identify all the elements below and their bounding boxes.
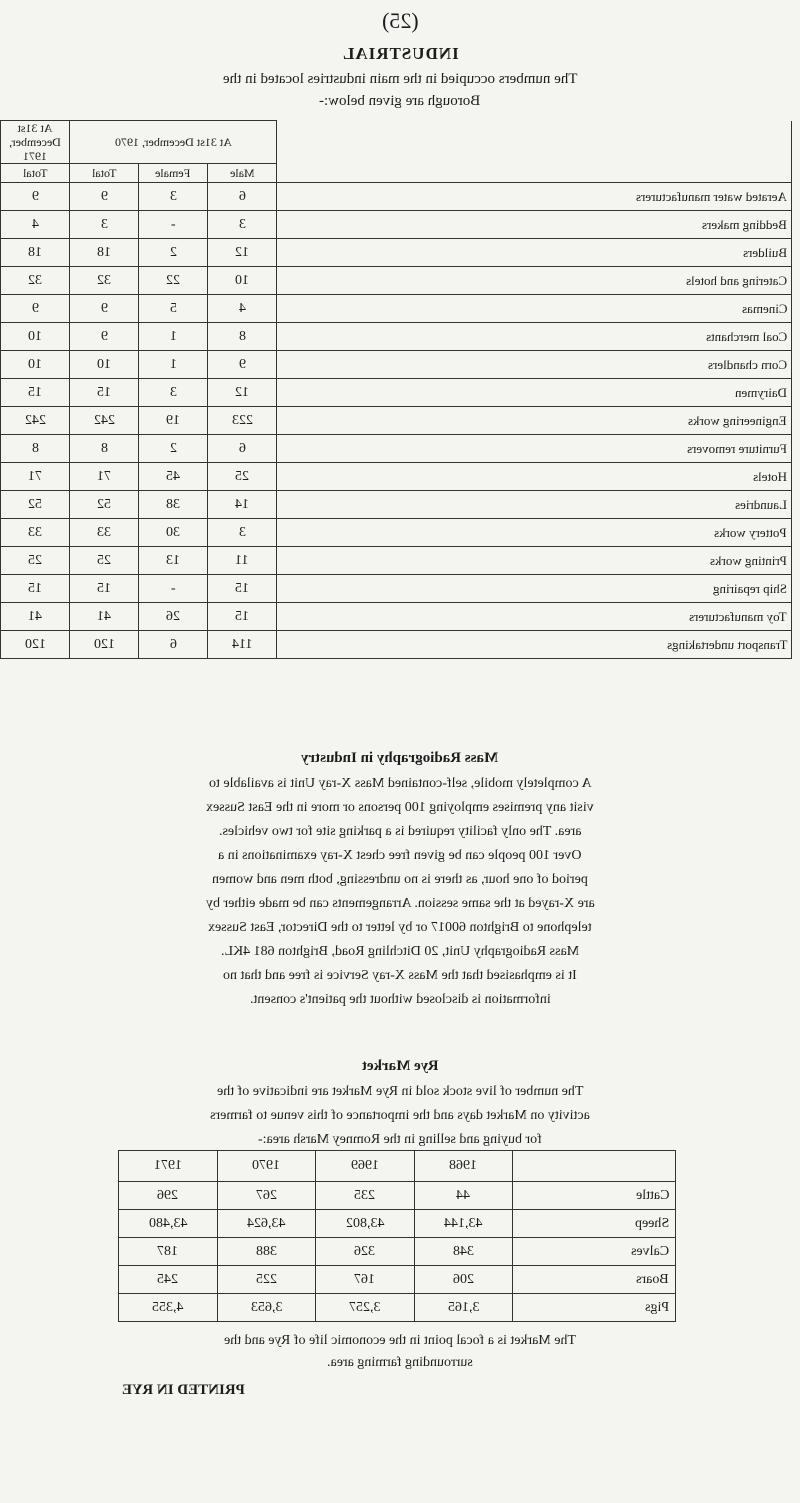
table-row [119,1238,676,1266]
row-label: Furniture removers [277,435,792,463]
table-cell: 3 [139,379,208,407]
table-cell: 41 [1,603,70,631]
table-cell: 206 [414,1266,513,1294]
column-header: 1969 [316,1151,415,1182]
table-cell: 38 [139,491,208,519]
table-cell: - [139,575,208,603]
table-cell: 52 [1,491,70,519]
table-cell: 120 [70,631,139,659]
table-cell: 11 [208,547,277,575]
paragraph-line: A completely mobile, self-contained Mass X-ray Unit is available to [208,776,592,791]
table-cell: 71 [70,463,139,491]
table-cell: 245 [119,1266,218,1294]
table-row [119,1294,676,1322]
table-cell: 25 [208,463,277,491]
table-cell: 15 [70,379,139,407]
table-row [1,379,792,407]
column-header: 1970 [217,1151,316,1182]
table-row [119,1266,676,1294]
table-cell: 43,624 [217,1210,316,1238]
table-cell: 32 [70,267,139,295]
table-cell: 3 [208,519,277,547]
table-row [1,407,792,435]
row-label: Printing works [277,547,792,575]
table-cell: 3,165 [414,1294,513,1322]
table-row [1,267,792,295]
paragraph-line: information is disclosed without the patient's consent. [249,992,551,1007]
table-row [1,519,792,547]
table-cell: 3 [139,183,208,211]
table-cell: 71 [1,463,70,491]
table-cell: 12 [208,239,277,267]
row-label: Transport undertakings [277,631,792,659]
row-label: Bedding makers [277,211,792,239]
row-label: Coal merchants [277,323,792,351]
table-row [119,1210,676,1238]
paragraph-line: It is emphasised that the Mass X-ray Service is free and that no [223,968,577,983]
table-cell: 18 [70,239,139,267]
table-cell: 9 [70,183,139,211]
table-row [1,631,792,659]
table-cell: 326 [316,1238,415,1266]
paragraph-line: visit any premises employing 100 persons or more in the East Sussex [206,800,594,815]
table-cell: 242 [1,407,70,435]
header-group-1970: At 31st December, 1970 [70,121,277,164]
row-label: Engineering works [277,407,792,435]
table-cell: 120 [1,631,70,659]
column-header: 1968 [414,1151,513,1182]
table-row [1,603,792,631]
livestock-table [118,1150,676,1322]
footnote [0,1330,800,1374]
table-cell: 167 [316,1266,415,1294]
table-cell: 2 [139,435,208,463]
table-row [1,211,792,239]
table-cell: 6 [208,435,277,463]
paragraph-line: area. The only facility required is a parking site for two vehicles. [218,824,582,839]
table-cell: 43,480 [119,1210,218,1238]
table-cell: 33 [1,519,70,547]
table-cell: 15 [208,603,277,631]
signature: PRINTED IN RYE [122,1382,245,1398]
row-label: Hotels [277,463,792,491]
footnote-line: The Market is a focal point in the economic life of Rye and the [223,1333,577,1348]
table-row [1,295,792,323]
intro-line: The numbers occupied in the main industries located in the [222,71,578,87]
column-header: Total [1,164,70,183]
table-row [1,575,792,603]
table-cell: 4,355 [119,1294,218,1322]
table-cell: 9 [70,295,139,323]
table-cell: 4 [208,295,277,323]
paragraph-line: telephone to Brighton 60017 or by letter to the Director, East Sussex [208,920,592,935]
table-cell: 30 [139,519,208,547]
table-cell: 267 [217,1182,316,1210]
table-row [1,463,792,491]
table-row [1,435,792,463]
table-cell: 348 [414,1238,513,1266]
mass-radiography-heading: Mass Radiography in Industry [301,750,499,766]
paragraph-line: activity on Market days and the importance of this venue to farmers [210,1108,590,1123]
table-cell: 8 [1,435,70,463]
table-cell: 8 [208,323,277,351]
table-cell: 41 [70,603,139,631]
row-label: Calves [513,1238,676,1266]
table-cell: 6 [208,183,277,211]
table-cell: 3 [70,211,139,239]
paragraph-line: Mass Radiography Unit, 20 Ditchling Road, Brighton 681 4KL. [220,944,580,959]
table-cell: 43,802 [316,1210,415,1238]
table-cell: 9 [1,295,70,323]
table-cell: 12 [208,379,277,407]
table-cell: 296 [119,1182,218,1210]
paragraph-line: The number of live stock sold in Rye Market are indicative of the [216,1084,584,1099]
table-cell: 9 [1,183,70,211]
table-cell: 10 [1,351,70,379]
table-cell: 44 [414,1182,513,1210]
row-label: Ship repairing [277,575,792,603]
table-cell: 15 [1,575,70,603]
table-cell: 43,144 [414,1210,513,1238]
table-row [1,183,792,211]
table-cell: 1 [139,351,208,379]
table-cell: 3,257 [316,1294,415,1322]
table-cell: 33 [70,519,139,547]
table-cell: 14 [208,491,277,519]
intro-paragraph [0,68,800,112]
table-row [1,239,792,267]
row-label: Boars [513,1266,676,1294]
row-label: Cattle [513,1182,676,1210]
row-label: Pottery works [277,519,792,547]
table-cell: 22 [139,267,208,295]
page-heading: INDUSTRIAL [341,44,459,63]
header-blank [513,1151,676,1182]
table-cell: 32 [1,267,70,295]
row-label: Cinemas [277,295,792,323]
row-label: Corn chandlers [277,351,792,379]
table-cell: 1 [139,323,208,351]
table-cell: 15 [70,575,139,603]
table-cell: 3,653 [217,1294,316,1322]
industry-employment-table [0,120,792,659]
table-row [1,351,792,379]
table-cell: 5 [139,295,208,323]
table-cell: 8 [70,435,139,463]
table-cell: 25 [1,547,70,575]
page-number: (25) [381,8,419,33]
table-cell: 9 [70,323,139,351]
table-cell: 13 [139,547,208,575]
table-cell: 26 [139,603,208,631]
table-cell: 52 [70,491,139,519]
table-cell: 225 [217,1266,316,1294]
row-label: Dairymen [277,379,792,407]
table-cell: 45 [139,463,208,491]
table-cell: 10 [208,267,277,295]
table-cell: 15 [208,575,277,603]
table-cell: 388 [217,1238,316,1266]
row-label: Builders [277,239,792,267]
header-group-1971: At 31st December, 1971 [1,121,70,164]
table-cell: 114 [208,631,277,659]
table-cell: 10 [1,323,70,351]
footnote-line: surrounding farming area. [327,1355,473,1370]
paragraph-line: period of one hour, as there is no undressing, both men and women [212,872,588,887]
row-label: Aerated water manufacturers [277,183,792,211]
table-cell: 6 [139,631,208,659]
table-cell: 242 [70,407,139,435]
row-label: Toy manufacturers [277,603,792,631]
table-row [119,1182,676,1210]
table-cell: 187 [119,1238,218,1266]
table-cell: 25 [70,547,139,575]
table-cell: 223 [208,407,277,435]
paragraph-line: for buying and selling in the Romney Marsh area:- [258,1132,542,1147]
table-cell: 3 [208,211,277,239]
table-cell: 235 [316,1182,415,1210]
table-cell: 4 [1,211,70,239]
row-label: Catering and hotels [277,267,792,295]
table-row [1,491,792,519]
intro-line: Borough are given below:- [319,93,481,109]
column-header: 1971 [119,1151,218,1182]
header-blank [277,121,792,183]
paragraph-line: Over 100 people can be given free chest X-ray examinations in a [218,848,582,863]
row-label: Sheep [513,1210,676,1238]
table-row [1,323,792,351]
table-cell: 2 [139,239,208,267]
table-cell: 15 [1,379,70,407]
column-header: Male [208,164,277,183]
table-cell: 18 [1,239,70,267]
table-cell: - [139,211,208,239]
table-row [1,547,792,575]
table-cell: 9 [208,351,277,379]
row-label: Laundries [277,491,792,519]
paragraph-line: are X-rayed at the same session. Arrangements can be made either by [205,896,595,911]
mass-radiography-paragraph [0,772,800,1012]
column-header: Female [139,164,208,183]
column-header: Total [70,164,139,183]
rye-market-heading: Rye Market [361,1058,439,1074]
row-label: Pigs [513,1294,676,1322]
rye-market-paragraph [0,1080,800,1152]
table-cell: 10 [70,351,139,379]
table-cell: 19 [139,407,208,435]
